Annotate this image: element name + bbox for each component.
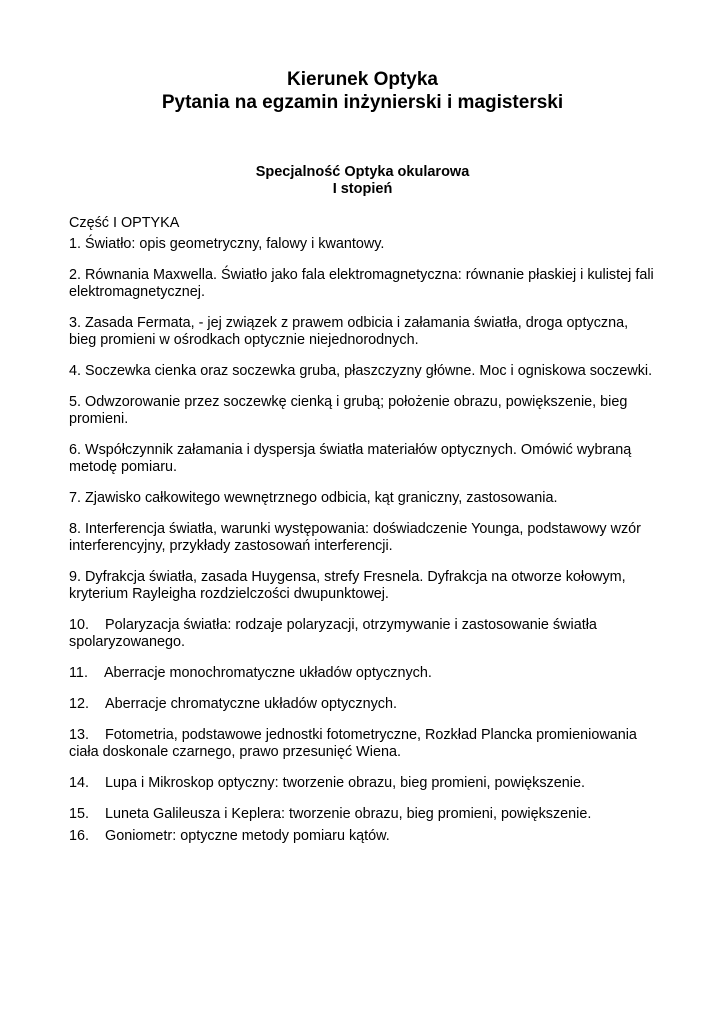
questions-content bbox=[69, 215, 659, 845]
question-number: 8. bbox=[69, 521, 82, 537]
specialty-heading bbox=[0, 164, 725, 198]
question-number: 1. bbox=[69, 236, 82, 252]
question-text: Soczewka cienka oraz soczewka gruba, płaszczyzny główne. Moc i ogniskowa soczewki. bbox=[85, 363, 653, 379]
question-number: 6. bbox=[69, 442, 82, 458]
question-text: Współczynnik załamania i dyspersja światła materiałów optycznych. Omówić wybraną metodę pomiaru. bbox=[69, 442, 632, 475]
question-1 bbox=[69, 236, 659, 253]
question-number: 3. bbox=[69, 315, 82, 331]
question-9 bbox=[69, 569, 659, 603]
question-15 bbox=[69, 806, 659, 823]
question-number: 10. bbox=[69, 617, 90, 633]
question-number: 15. bbox=[69, 806, 90, 822]
question-text: Luneta Galileusza i Keplera: tworzenie obrazu, bieg promieni, powiększenie. bbox=[105, 806, 592, 822]
question-number: 11. bbox=[69, 665, 88, 681]
specialty-line-1: Specjalność Optyka okularowa bbox=[255, 164, 470, 180]
question-text: Fotometria, podstawowe jednostki fotometryczne, Rozkład Plancka promieniowania ciała doskonale czarnego, prawo przesunięć Wiena. bbox=[69, 727, 637, 760]
question-text: Aberracje chromatyczne układów optycznych. bbox=[105, 696, 397, 712]
question-6 bbox=[69, 442, 659, 476]
question-10 bbox=[69, 617, 659, 651]
question-text: Światło: opis geometryczny, falowy i kwantowy. bbox=[85, 236, 385, 252]
question-text: Równania Maxwella. Światło jako fala elektromagnetyczna: równanie płaskiej i kulistej fali elektromagnetycznej. bbox=[69, 267, 654, 300]
question-5 bbox=[69, 394, 659, 428]
question-number: 9. bbox=[69, 569, 82, 585]
document-title bbox=[0, 68, 725, 114]
question-4 bbox=[69, 363, 659, 380]
question-text: Dyfrakcja światła, zasada Huygensa, strefy Fresnela. Dyfrakcja na otworze kołowym, kryterium Rayleigha rozdzielczości dwupunktowej. bbox=[69, 569, 626, 602]
question-number: 14. bbox=[69, 775, 90, 791]
question-text: Lupa i Mikroskop optyczny: tworzenie obrazu, bieg promieni, powiększenie. bbox=[105, 775, 585, 791]
question-3 bbox=[69, 315, 659, 349]
question-number: 4. bbox=[69, 363, 82, 379]
question-text: Goniometr: optyczne metody pomiaru kątów. bbox=[105, 828, 390, 844]
title-line-2: Pytania na egzamin inżynierski i magisterski bbox=[161, 92, 564, 113]
question-number: 16. bbox=[69, 828, 90, 844]
question-13 bbox=[69, 727, 659, 761]
question-7 bbox=[69, 490, 659, 507]
question-number: 12. bbox=[69, 696, 90, 712]
question-12 bbox=[69, 696, 659, 713]
specialty-line-2: I stopień bbox=[332, 181, 393, 197]
question-text: Interferencja światła, warunki występowania: doświadczenie Younga, podstawowy wzór interferencyjny, przykłady zastosowań interferencji. bbox=[69, 521, 641, 554]
question-16 bbox=[69, 828, 659, 845]
question-number: 13. bbox=[69, 727, 90, 743]
title-line-1: Kierunek Optyka bbox=[287, 69, 438, 90]
section-heading: Część I OPTYKA bbox=[69, 215, 180, 231]
question-text: Aberracje monochromatyczne układów optycznych. bbox=[103, 665, 432, 681]
question-text: Zasada Fermata, - jej związek z prawem odbicia i załamania światła, droga optyczna, bieg promieni w ośrodkach optycznie niejednorodnych. bbox=[69, 315, 629, 348]
question-8 bbox=[69, 521, 659, 555]
question-number: 5. bbox=[69, 394, 82, 410]
question-14 bbox=[69, 775, 659, 792]
question-number: 7. bbox=[69, 490, 82, 506]
question-text: Odwzorowanie przez soczewkę cienką i grubą; położenie obrazu, powiększenie, bieg promieni. bbox=[69, 394, 628, 427]
question-text: Zjawisko całkowitego wewnętrznego odbicia, kąt graniczny, zastosowania. bbox=[85, 490, 558, 506]
question-text: Polaryzacja światła: rodzaje polaryzacji, otrzymywanie i zastosowanie światła spolaryzowanego. bbox=[69, 617, 597, 650]
question-11 bbox=[69, 665, 659, 682]
question-2 bbox=[69, 267, 659, 301]
question-number: 2. bbox=[69, 267, 82, 283]
